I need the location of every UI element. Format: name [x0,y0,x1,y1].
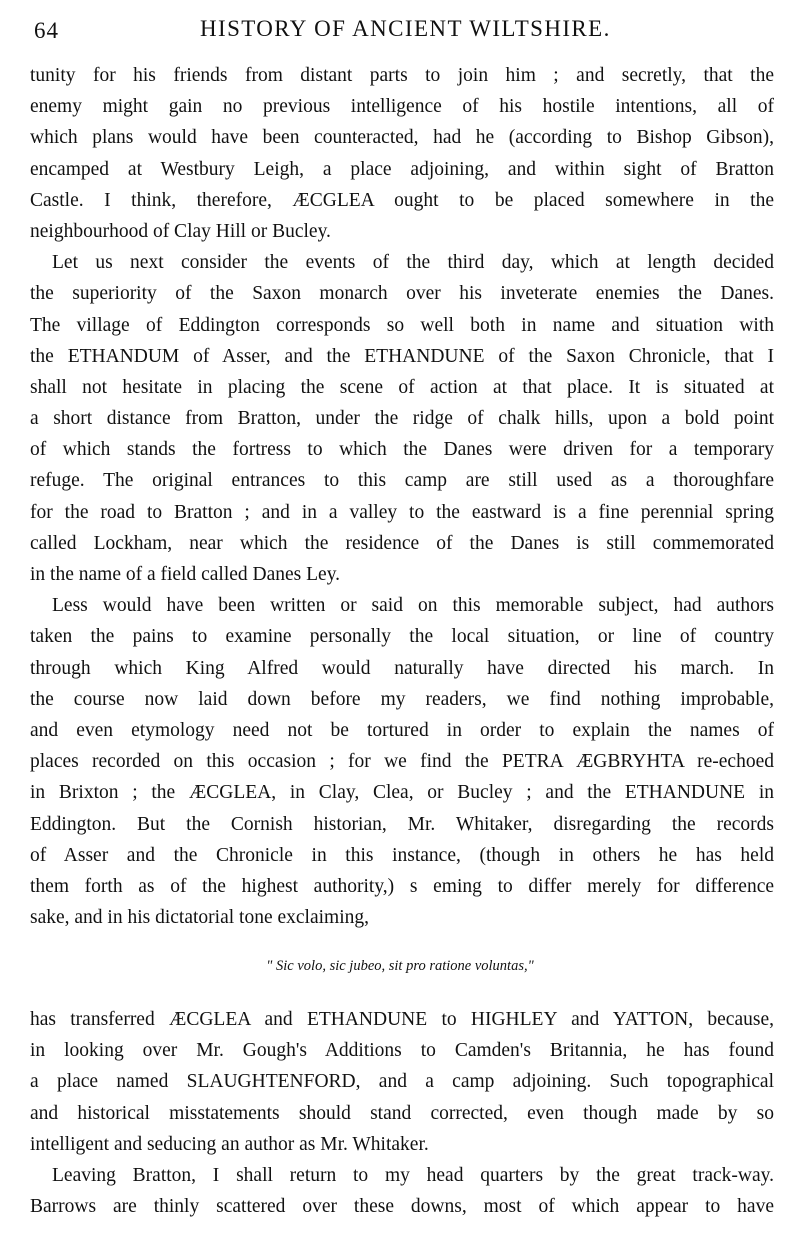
text-line: which plans would have been counteracted, had he (according to Bishop Gibson), [30,127,774,149]
text-line: a short distance from Bratton, under the ridge of chalk hills, upon a bold point [30,408,774,430]
text-line: Castle. I think, therefore, ÆCGLEA ought to be placed somewhere in the [30,189,774,211]
text-line: for the road to Bratton ; and in a valley to the eastward is a fine perennial spring [30,501,774,523]
text-line: of which stands the fortress to which the Danes were driven for a temporary [30,439,774,461]
text-line: in looking over Mr. Gough's Additions to Camden's Britannia, he has found [30,1040,774,1062]
text-line: and even etymology need not be tortured in order to explain the names of [30,719,774,741]
text-line: neighbourhood of Clay Hill or Bucley. [30,220,331,242]
text-line: the ETHANDUM of Asser, and the ETHANDUNE of the Saxon Chronicle, that I [30,345,774,367]
running-head [0,8,800,48]
text-line: Less would have been written or said on this memorable subject, had authors [52,595,774,617]
text-line: through which King Alfred would naturally have directed his march. In [30,657,774,679]
body-text-continued [30,1004,774,1222]
text-line: intelligent and seducing an author as Mr. Whitaker. [30,1133,429,1155]
text-line: encamped at Westbury Leigh, a place adjoining, and within sight of Bratton [30,158,774,180]
text-line: Let us next consider the events of the third day, which at length decided [52,252,774,274]
page-number: 64 [34,18,59,43]
text-line: has transferred ÆCGLEA and ETHANDUNE to HIGHLEY and YATTON, because, [30,1009,774,1030]
text-line: The village of Eddington corresponds so well both in name and situation with [30,314,774,336]
text-line: and historical misstatements should stand corrected, even though made by so [30,1102,774,1124]
text-line: Eddington. But the Cornish historian, Mr. Whitaker, disregarding the records [30,813,774,835]
text-line: sake, and in his dictatorial tone exclaiming, [30,907,369,929]
text-line: refuge. The original entrances to this camp are still used as a thoroughfare [30,470,774,492]
text-line: shall not hesitate in placing the scene of action at that place. It is situated at [30,376,774,398]
text-line: a place named SLAUGHTENFORD, and a camp adjoining. Such topographical [30,1071,774,1093]
text-line: them forth as of the highest authority,) s eming to differ merely for difference [30,875,774,897]
text-line: enemy might gain no previous intelligence of his hostile intentions, all of [30,96,774,118]
text-line: the superiority of the Saxon monarch over his inveterate enemies the Danes. [30,283,774,305]
text-line: places recorded on this occasion ; for we find the PETRA ÆGBRYHTA re-echoed [30,751,774,773]
body-text [30,60,774,933]
latin-quotation: " Sic volo, sic jubeo, sit pro ratione voluntas," [266,958,534,974]
text-line: in the name of a field called Danes Ley. [30,564,341,585]
text-line: tunity for his friends from distant parts to join him ; and secretly, that the [30,65,774,86]
text-line: Leaving Bratton, I shall return to my head quarters by the great track-way. [52,1164,774,1186]
text-line: in Brixton ; the ÆCGLEA, in Clay, Clea, or Bucley ; and the ETHANDUNE in [30,782,774,804]
text-line: of Asser and the Chronicle in this instance, (though in others he has held [30,844,774,866]
text-line: the course now laid down before my readers, we find nothing improbable, [30,688,774,710]
text-line: called Lockham, near which the residence of the Danes is still commemorated [30,532,774,554]
book-title: HISTORY OF ANCIENT WILTSHIRE. [200,16,611,41]
text-line: taken the pains to examine personally the local situation, or line of country [30,626,774,648]
text-line: Barrows are thinly scattered over these downs, most of which appear to have [30,1196,774,1218]
